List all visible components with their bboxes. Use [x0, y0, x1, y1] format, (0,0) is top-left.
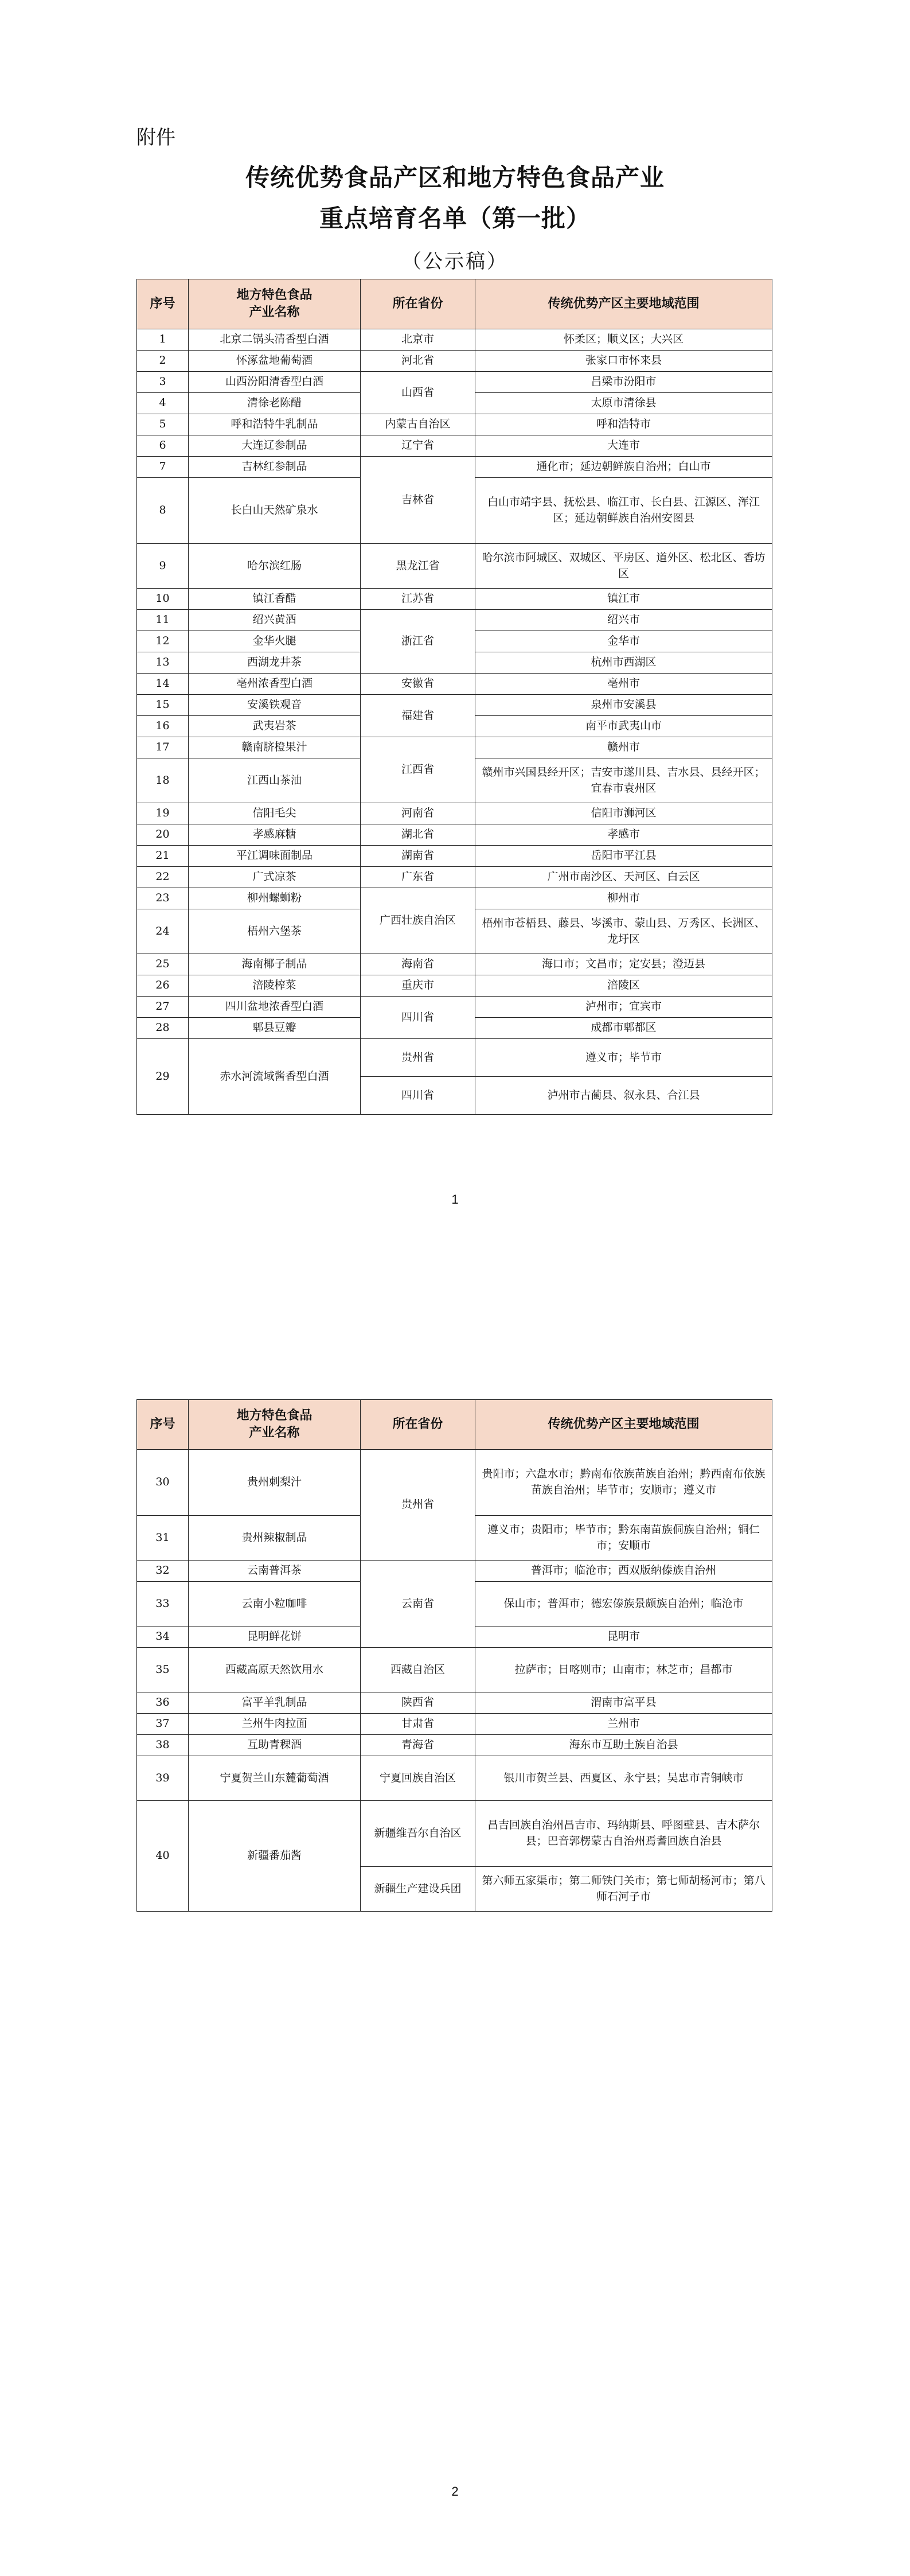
- row-no: 6: [137, 435, 189, 457]
- row-region: 呼和浩特市: [475, 414, 772, 435]
- row-no: 7: [137, 457, 189, 478]
- row-no: 13: [137, 652, 189, 674]
- row-no: 20: [137, 824, 189, 846]
- row-no: 1: [137, 329, 189, 351]
- row-province: 新疆生产建设兵团: [361, 1867, 475, 1912]
- row-region: 南平市武夷山市: [475, 716, 772, 737]
- row-no: 38: [137, 1735, 189, 1756]
- table-row: [137, 1648, 772, 1692]
- row-region: 赣州市: [475, 737, 772, 758]
- row-industry: 长白山天然矿泉水: [189, 478, 361, 544]
- row-no: 40: [137, 1801, 189, 1912]
- header-region: 传统优势产区主要地域范围: [475, 1400, 772, 1450]
- row-no: 12: [137, 631, 189, 652]
- row-region: 拉萨市；日喀则市；山南市；林芝市；昌都市: [475, 1648, 772, 1692]
- row-industry: 清徐老陈醋: [189, 393, 361, 414]
- header-industry: [189, 279, 361, 329]
- row-no: 9: [137, 544, 189, 589]
- table-header-row: [137, 279, 772, 329]
- table-row: [137, 997, 772, 1018]
- row-industry: 昆明鲜花饼: [189, 1626, 361, 1648]
- row-no: 21: [137, 846, 189, 867]
- row-industry: 江西山茶油: [189, 758, 361, 803]
- page-2: [0, 1288, 910, 2576]
- annex-label: 附件: [136, 126, 175, 149]
- row-province: 四川省: [361, 1077, 475, 1115]
- table-header-row: [137, 1400, 772, 1450]
- row-industry: 梧州六堡茶: [189, 909, 361, 954]
- row-region: 哈尔滨市阿城区、双城区、平房区、道外区、松北区、香坊区: [475, 544, 772, 589]
- row-region: 亳州市: [475, 674, 772, 695]
- row-no: 22: [137, 867, 189, 888]
- row-industry: 海南椰子制品: [189, 954, 361, 975]
- row-province: 浙江省: [361, 610, 475, 674]
- table-row: [137, 674, 772, 695]
- table-row: [137, 824, 772, 846]
- row-no: 23: [137, 888, 189, 909]
- row-industry: 平江调味面制品: [189, 846, 361, 867]
- row-no: 16: [137, 716, 189, 737]
- row-no: 24: [137, 909, 189, 954]
- row-no: 3: [137, 372, 189, 393]
- row-industry: 广式凉茶: [189, 867, 361, 888]
- table-row: [137, 1561, 772, 1582]
- row-industry: 信阳毛尖: [189, 803, 361, 824]
- row-no: 10: [137, 589, 189, 610]
- header-industry-line-1: 地方特色食品: [236, 1408, 313, 1423]
- row-region: 柳州市: [475, 888, 772, 909]
- page-number: 2: [451, 2484, 459, 2499]
- row-no: 17: [137, 737, 189, 758]
- row-region: 泸州市；宜宾市: [475, 997, 772, 1018]
- table-row: [137, 888, 772, 909]
- table-row: [137, 1801, 772, 1867]
- row-province: 云南省: [361, 1561, 475, 1648]
- row-no: 19: [137, 803, 189, 824]
- table-row: [137, 1756, 772, 1801]
- header-province: 所在省份: [361, 279, 475, 329]
- document-title-line-1: 传统优势食品产区和地方特色食品产业: [245, 164, 665, 192]
- row-industry: 兰州牛肉拉面: [189, 1714, 361, 1735]
- row-industry: 富平羊乳制品: [189, 1692, 361, 1714]
- row-no: 26: [137, 975, 189, 997]
- row-province: 湖南省: [361, 846, 475, 867]
- row-industry: 贵州辣椒制品: [189, 1516, 361, 1561]
- row-province: 山西省: [361, 372, 475, 414]
- document-subtitle: （公示稿）: [402, 250, 508, 273]
- row-industry: 贵州刺梨汁: [189, 1450, 361, 1516]
- row-province: 江苏省: [361, 589, 475, 610]
- table-row: [137, 1450, 772, 1516]
- row-industry: 亳州浓香型白酒: [189, 674, 361, 695]
- row-industry: 武夷岩茶: [189, 716, 361, 737]
- row-no: 14: [137, 674, 189, 695]
- row-industry: 安溪铁观音: [189, 695, 361, 716]
- row-region: 遵义市；毕节市: [475, 1039, 772, 1077]
- row-province: 北京市: [361, 329, 475, 351]
- row-industry: 哈尔滨红肠: [189, 544, 361, 589]
- document-title-line-2: 重点培育名单（第一批）: [319, 204, 591, 232]
- row-province: 江西省: [361, 737, 475, 803]
- row-no: 39: [137, 1756, 189, 1801]
- row-region: 成都市郫都区: [475, 1018, 772, 1039]
- row-industry: 金华火腿: [189, 631, 361, 652]
- row-no: 32: [137, 1561, 189, 1582]
- row-region: 第六师五家渠市；第二师铁门关市；第七师胡杨河市；第八师石河子市: [475, 1867, 772, 1912]
- row-region: 绍兴市: [475, 610, 772, 631]
- row-region: 吕梁市汾阳市: [475, 372, 772, 393]
- row-region: 信阳市浉河区: [475, 803, 772, 824]
- table-row: [137, 737, 772, 758]
- table-row: [137, 1735, 772, 1756]
- row-region: 泸州市古蔺县、叙永县、合江县: [475, 1077, 772, 1115]
- row-region: 银川市贺兰县、西夏区、永宁县；吴忠市青铜峡市: [475, 1756, 772, 1801]
- row-region: 兰州市: [475, 1714, 772, 1735]
- table-row: [137, 544, 772, 589]
- header-industry-line-1: 地方特色食品: [236, 288, 313, 303]
- row-industry: 怀涿盆地葡萄酒: [189, 351, 361, 372]
- header-industry: [189, 1400, 361, 1450]
- row-industry: 西湖龙井茶: [189, 652, 361, 674]
- row-no: 35: [137, 1648, 189, 1692]
- table-row: [137, 1692, 772, 1714]
- industry-table-part-2: [136, 1399, 772, 1912]
- header-province: 所在省份: [361, 1400, 475, 1450]
- row-industry: 新疆番茄酱: [189, 1801, 361, 1912]
- row-industry: 绍兴黄酒: [189, 610, 361, 631]
- table-row: [137, 695, 772, 716]
- row-industry: 孝感麻糖: [189, 824, 361, 846]
- row-province: 吉林省: [361, 457, 475, 544]
- row-province: 辽宁省: [361, 435, 475, 457]
- row-region: 梧州市苍梧县、藤县、岑溪市、蒙山县、万秀区、长洲区、龙圩区: [475, 909, 772, 954]
- row-no: 37: [137, 1714, 189, 1735]
- row-no: 28: [137, 1018, 189, 1039]
- row-province: 黑龙江省: [361, 544, 475, 589]
- row-region: 广州市南沙区、天河区、白云区: [475, 867, 772, 888]
- row-region: 太原市清徐县: [475, 393, 772, 414]
- row-industry: 呼和浩特牛乳制品: [189, 414, 361, 435]
- table-row: [137, 414, 772, 435]
- row-no: 36: [137, 1692, 189, 1714]
- row-region: 普洱市；临沧市；西双版纳傣族自治州: [475, 1561, 772, 1582]
- row-industry: 吉林红参制品: [189, 457, 361, 478]
- header-industry-line-2: 产业名称: [249, 305, 300, 320]
- row-province: 陕西省: [361, 1692, 475, 1714]
- table-row: [137, 975, 772, 997]
- table-row: [137, 589, 772, 610]
- row-no: 2: [137, 351, 189, 372]
- row-industry: 北京二锅头清香型白酒: [189, 329, 361, 351]
- row-industry: 宁夏贺兰山东麓葡萄酒: [189, 1756, 361, 1801]
- row-region: 镇江市: [475, 589, 772, 610]
- row-industry: 西藏高原天然饮用水: [189, 1648, 361, 1692]
- row-no: 31: [137, 1516, 189, 1561]
- row-industry: 赤水河流域酱香型白酒: [189, 1039, 361, 1115]
- row-province: 宁夏回族自治区: [361, 1756, 475, 1801]
- row-province: 青海省: [361, 1735, 475, 1756]
- header-no: 序号: [137, 279, 189, 329]
- row-region: 大连市: [475, 435, 772, 457]
- row-region: 岳阳市平江县: [475, 846, 772, 867]
- table-row: [137, 435, 772, 457]
- row-province: 海南省: [361, 954, 475, 975]
- row-province: 重庆市: [361, 975, 475, 997]
- row-province: 福建省: [361, 695, 475, 737]
- row-region: 孝感市: [475, 824, 772, 846]
- row-industry: 郫县豆瓣: [189, 1018, 361, 1039]
- table-row: [137, 867, 772, 888]
- row-region: 海口市；文昌市；定安县；澄迈县: [475, 954, 772, 975]
- row-region: 保山市；普洱市；德宏傣族景颇族自治州；临沧市: [475, 1582, 772, 1626]
- row-industry: 镇江香醋: [189, 589, 361, 610]
- row-no: 15: [137, 695, 189, 716]
- row-province: 西藏自治区: [361, 1648, 475, 1692]
- table-row: [137, 372, 772, 393]
- row-no: 33: [137, 1582, 189, 1626]
- row-region: 张家口市怀来县: [475, 351, 772, 372]
- row-industry: 四川盆地浓香型白酒: [189, 997, 361, 1018]
- header-no: 序号: [137, 1400, 189, 1450]
- row-province: 湖北省: [361, 824, 475, 846]
- table-row: [137, 846, 772, 867]
- row-province: 甘肃省: [361, 1714, 475, 1735]
- row-province: 河北省: [361, 351, 475, 372]
- table-row: [137, 457, 772, 478]
- row-region: 杭州市西湖区: [475, 652, 772, 674]
- row-industry: 山西汾阳清香型白酒: [189, 372, 361, 393]
- row-region: 昆明市: [475, 1626, 772, 1648]
- row-no: 34: [137, 1626, 189, 1648]
- industry-table-part-1: [136, 279, 772, 1115]
- row-region: 涪陵区: [475, 975, 772, 997]
- row-industry: 云南小粒咖啡: [189, 1582, 361, 1626]
- header-industry-line-2: 产业名称: [249, 1426, 300, 1440]
- row-industry: 大连辽参制品: [189, 435, 361, 457]
- row-no: 11: [137, 610, 189, 631]
- row-region: 泉州市安溪县: [475, 695, 772, 716]
- row-region: 遵义市；贵阳市；毕节市；黔东南苗族侗族自治州；铜仁市；安顺市: [475, 1516, 772, 1561]
- row-province: 广东省: [361, 867, 475, 888]
- row-industry: 赣南脐橙果汁: [189, 737, 361, 758]
- row-province: 四川省: [361, 997, 475, 1039]
- table-row: [137, 329, 772, 351]
- header-region: 传统优势产区主要地域范围: [475, 279, 772, 329]
- row-no: 30: [137, 1450, 189, 1516]
- row-province: 贵州省: [361, 1450, 475, 1561]
- row-province: 新疆维吾尔自治区: [361, 1801, 475, 1867]
- row-region: 通化市；延边朝鲜族自治州；白山市: [475, 457, 772, 478]
- row-industry: 云南普洱茶: [189, 1561, 361, 1582]
- row-province: 贵州省: [361, 1039, 475, 1077]
- row-province: 广西壮族自治区: [361, 888, 475, 954]
- table-row: [137, 351, 772, 372]
- row-no: 27: [137, 997, 189, 1018]
- row-no: 25: [137, 954, 189, 975]
- row-region: 赣州市兴国县经开区；吉安市遂川县、吉水县、县经开区；宜春市袁州区: [475, 758, 772, 803]
- row-region: 白山市靖宇县、抚松县、临江市、长白县、江源区、浑江区；延边朝鲜族自治州安图县: [475, 478, 772, 544]
- row-no: 29: [137, 1039, 189, 1115]
- row-region: 金华市: [475, 631, 772, 652]
- row-region: 海东市互助土族自治县: [475, 1735, 772, 1756]
- row-industry: 柳州螺蛳粉: [189, 888, 361, 909]
- row-region: 渭南市富平县: [475, 1692, 772, 1714]
- row-no: 18: [137, 758, 189, 803]
- row-no: 5: [137, 414, 189, 435]
- row-region: 昌吉回族自治州昌吉市、玛纳斯县、呼图壁县、吉木萨尔县；巴音郭楞蒙古自治州焉耆回族自治县: [475, 1801, 772, 1867]
- row-industry: 互助青稞酒: [189, 1735, 361, 1756]
- row-province: 河南省: [361, 803, 475, 824]
- row-region: 怀柔区；顺义区；大兴区: [475, 329, 772, 351]
- table-row: [137, 1714, 772, 1735]
- page-number: 1: [451, 1192, 459, 1207]
- table-row: [137, 803, 772, 824]
- row-no: 8: [137, 478, 189, 544]
- row-province: 安徽省: [361, 674, 475, 695]
- row-no: 4: [137, 393, 189, 414]
- table-row: [137, 954, 772, 975]
- table-row: [137, 1039, 772, 1077]
- table-row: [137, 610, 772, 631]
- row-industry: 涪陵榨菜: [189, 975, 361, 997]
- row-region: 贵阳市；六盘水市；黔南布依族苗族自治州；黔西南布依族苗族自治州；毕节市；安顺市；遵义市: [475, 1450, 772, 1516]
- row-province: 内蒙古自治区: [361, 414, 475, 435]
